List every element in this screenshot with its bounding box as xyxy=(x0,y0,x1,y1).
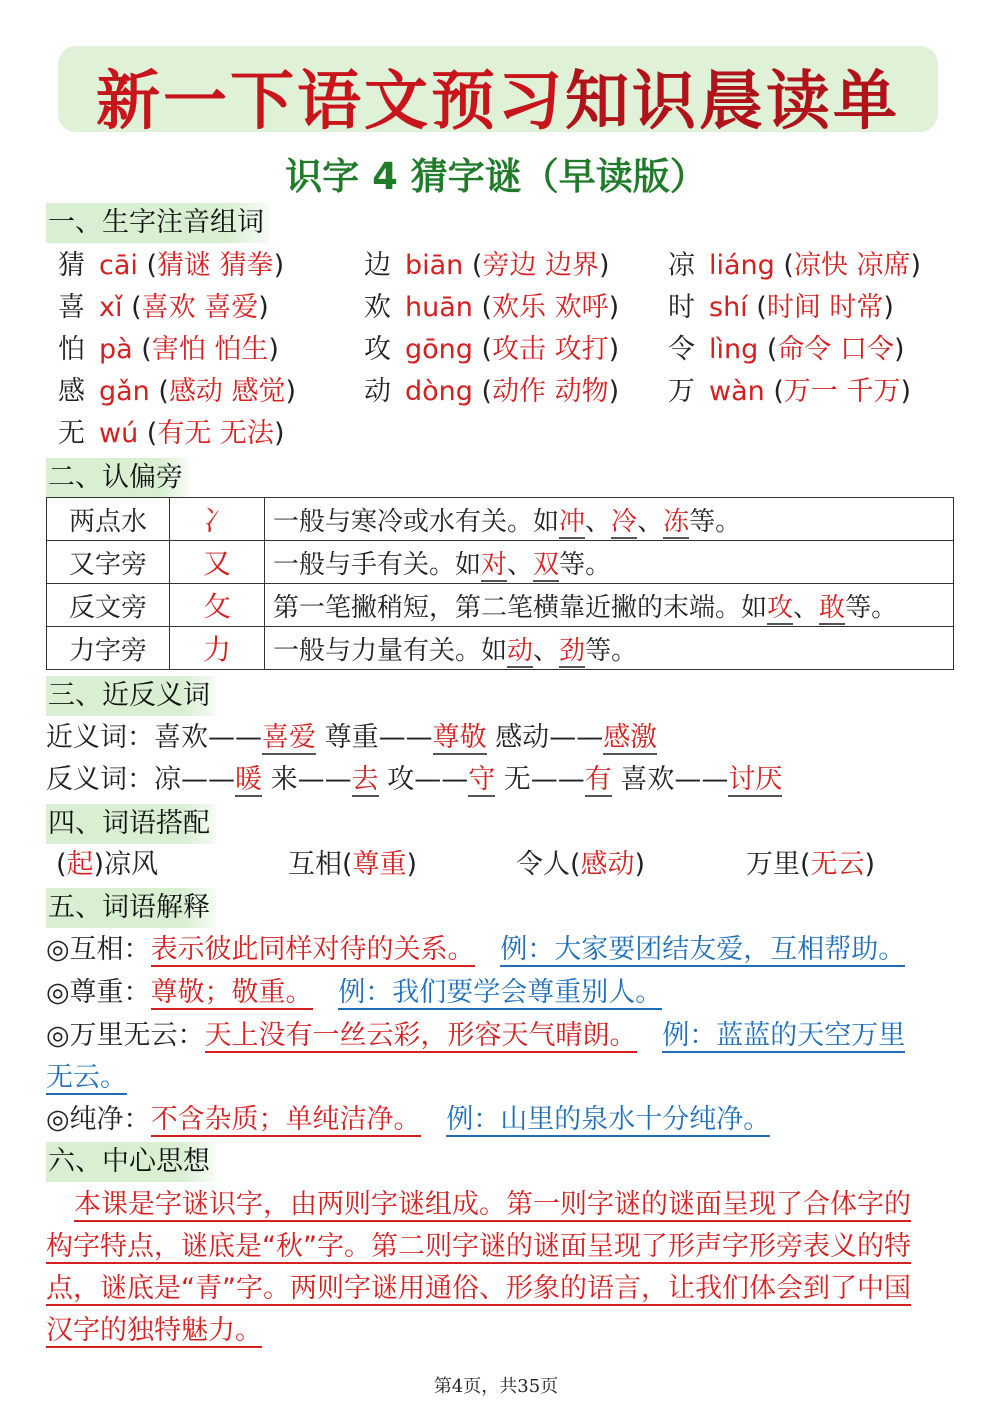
answer-word: 感激 xyxy=(603,722,658,753)
spacer xyxy=(463,250,472,281)
paren: ) xyxy=(273,418,285,449)
radical-glyph: 又 xyxy=(170,541,265,584)
paren: ) xyxy=(608,292,620,323)
spacer xyxy=(421,1104,447,1135)
meaning: 表示彼此同样对待的关系。 xyxy=(150,934,475,965)
separator: 、 xyxy=(793,592,820,623)
words: 猜谜 猜拳 xyxy=(157,250,274,281)
meaning: 尊敬；敬重。 xyxy=(150,977,313,1008)
section-heading-1: 一、生字注音组词 xyxy=(46,203,270,243)
radical-desc xyxy=(265,541,954,584)
separator: 、 xyxy=(507,549,534,580)
page-title: 新一下语文预习知识晨读单 xyxy=(96,64,900,139)
example: 例：山里的泉水十分纯净。 xyxy=(446,1104,771,1135)
pinyin: biān xyxy=(405,250,464,281)
answer-word: 尊敬 xyxy=(432,722,487,753)
dash: —— xyxy=(378,722,433,753)
text: 万里( xyxy=(746,849,811,880)
dash: —— xyxy=(674,764,729,795)
pinyin: cāi xyxy=(99,250,138,281)
radical-name: 两点水 xyxy=(47,498,170,541)
paragraph-text: 本课是字谜识字，由两则字谜组成。第一则字谜的谜面呈现了合体字的 xyxy=(74,1189,911,1220)
example: 例：大家要团结友爱，互相帮助。 xyxy=(500,934,906,965)
word: 来 xyxy=(270,764,298,795)
text: ) xyxy=(406,849,418,880)
spacer xyxy=(748,292,757,323)
char: 凉 xyxy=(668,250,695,281)
paren: ( xyxy=(481,334,493,365)
fill-word: 尊重 xyxy=(352,849,407,880)
example-char: 冲 xyxy=(559,506,586,537)
spacer xyxy=(487,722,496,753)
pinyin: wàn xyxy=(709,376,765,407)
text: 令人( xyxy=(516,849,581,880)
desc-text: 第一笔撇稍短，第二笔横靠近撇的末端。如 xyxy=(273,592,768,623)
section-heading-4: 四、词语搭配 xyxy=(46,804,216,844)
desc-text: 等。 xyxy=(585,635,638,666)
example-char: 动 xyxy=(507,635,534,666)
term: ◎互相： xyxy=(46,934,151,965)
paren: ( xyxy=(756,292,767,323)
example-char: 双 xyxy=(533,549,560,580)
words: 动作 动物 xyxy=(492,376,609,407)
words: 攻击 攻打 xyxy=(492,334,609,365)
spacer xyxy=(379,764,388,795)
dash: —— xyxy=(297,764,352,795)
radicals-table xyxy=(46,497,954,670)
collocation-item xyxy=(516,845,645,885)
example-char: 劲 xyxy=(559,635,586,666)
example-char: 冻 xyxy=(663,506,690,537)
paren: ) xyxy=(285,376,297,407)
explanation-item xyxy=(46,930,905,970)
section-heading-3: 三、近反义词 xyxy=(46,676,216,716)
explanation-item xyxy=(46,1016,905,1056)
pinyin: lìng xyxy=(709,334,759,365)
char-entry xyxy=(58,246,284,286)
char-entry xyxy=(364,246,610,286)
section-heading-5: 五、词语解释 xyxy=(46,888,216,928)
paren: ( xyxy=(481,292,493,323)
radical-desc xyxy=(265,584,954,627)
pinyin: gǎn xyxy=(99,376,150,407)
section-heading-6: 六、中心思想 xyxy=(46,1142,216,1182)
section-heading-2: 二、认偏旁 xyxy=(46,458,189,498)
pinyin: dòng xyxy=(405,376,473,407)
paren: ( xyxy=(131,292,142,323)
paragraph-line xyxy=(46,1226,946,1268)
char-entry xyxy=(668,288,894,328)
char: 时 xyxy=(668,292,695,323)
dash: —— xyxy=(181,764,235,795)
paren: ( xyxy=(766,334,778,365)
paren: ) xyxy=(273,250,285,281)
char-entry xyxy=(364,372,619,412)
paren: ( xyxy=(481,376,493,407)
word: 喜欢 xyxy=(154,722,208,753)
radical-desc xyxy=(265,627,954,670)
answer-word: 去 xyxy=(351,764,379,795)
word: 尊重 xyxy=(324,722,379,753)
desc-text: 等。 xyxy=(845,592,898,623)
explanation-item xyxy=(46,1100,770,1140)
separator: 、 xyxy=(533,635,560,666)
desc-text: 一般与寒冷或水有关。如 xyxy=(273,506,560,537)
explanation-item xyxy=(46,973,662,1013)
spacer xyxy=(138,418,147,449)
answer-word: 守 xyxy=(468,764,496,795)
radical-name: 力字旁 xyxy=(47,627,170,670)
pinyin: liáng xyxy=(709,250,775,281)
paren: ( xyxy=(471,250,483,281)
word: 喜欢 xyxy=(620,764,675,795)
radical-glyph: 力 xyxy=(170,627,265,670)
radical-desc xyxy=(265,498,954,541)
pinyin: xǐ xyxy=(99,292,123,323)
char: 动 xyxy=(364,376,391,407)
paragraph-text: 构字特点，谜底是“秋”字。第二则字谜的谜面呈现了形声字形旁表义的特 xyxy=(46,1231,911,1262)
spacer xyxy=(473,334,482,365)
pinyin: gōng xyxy=(405,334,473,365)
word: 无 xyxy=(503,764,531,795)
words: 万一 千万 xyxy=(783,376,901,407)
spacer xyxy=(122,292,131,323)
separator: 、 xyxy=(637,506,664,537)
char-entry xyxy=(364,288,619,328)
words: 害怕 怕生 xyxy=(151,334,269,365)
paren: ) xyxy=(268,334,279,365)
paragraph-text: 点，谜底是“青”字。两则字谜用通俗、形象的语言，让我们体会到了中国 xyxy=(46,1273,911,1304)
char-entry xyxy=(668,330,905,370)
pinyin: pà xyxy=(99,334,133,365)
char: 喜 xyxy=(58,292,85,323)
spacer xyxy=(262,764,271,795)
answer-word: 喜爱 xyxy=(262,722,316,753)
row-label: 近义词： xyxy=(46,722,154,753)
lesson-subtitle: 识字 4 猜字谜（早读版） xyxy=(285,155,707,198)
paren: ) xyxy=(608,376,620,407)
paragraph-line xyxy=(46,1184,946,1226)
meaning: 不含杂质；单纯洁净。 xyxy=(150,1104,421,1135)
char: 万 xyxy=(668,376,695,407)
paragraph-text: 汉字的独特魅力。 xyxy=(46,1315,262,1346)
dash: —— xyxy=(530,764,585,795)
paren: ( xyxy=(773,376,784,407)
words: 有无 无法 xyxy=(157,418,274,449)
example-char: 对 xyxy=(481,549,508,580)
example: 例：我们要学会尊重别人。 xyxy=(338,977,663,1008)
fill-word: 无云 xyxy=(810,849,865,880)
text: ( xyxy=(56,849,67,880)
words: 凉快 凉席 xyxy=(793,250,911,281)
example-char: 敢 xyxy=(819,592,846,623)
antonyms-row xyxy=(46,760,782,800)
dash: —— xyxy=(549,722,604,753)
desc-text: 一般与手有关。如 xyxy=(273,549,482,580)
words: 旁边 边界 xyxy=(482,250,600,281)
dash: —— xyxy=(414,764,469,795)
collocation-item xyxy=(746,845,875,885)
text: )凉风 xyxy=(93,849,159,880)
paren: ) xyxy=(258,292,269,323)
spacer xyxy=(758,334,767,365)
text: 互相( xyxy=(288,849,353,880)
synonyms-row xyxy=(46,718,657,758)
explanation-continuation xyxy=(46,1058,127,1098)
spacer xyxy=(475,934,501,965)
fill-word: 感动 xyxy=(580,849,635,880)
paren: ( xyxy=(146,250,158,281)
char-entry xyxy=(364,330,619,370)
pinyin: shí xyxy=(709,292,748,323)
paren: ( xyxy=(158,376,169,407)
desc-text: 等。 xyxy=(689,506,742,537)
paren: ) xyxy=(894,334,905,365)
char-entry xyxy=(58,414,284,454)
example-char: 攻 xyxy=(767,592,794,623)
paragraph-line xyxy=(46,1310,946,1352)
paren: ) xyxy=(599,250,610,281)
separator: 、 xyxy=(585,506,612,537)
desc-text: 一般与力量有关。如 xyxy=(273,635,508,666)
dash: —— xyxy=(208,722,262,753)
spacer xyxy=(133,334,142,365)
char-entry xyxy=(668,246,921,286)
words: 喜欢 喜爱 xyxy=(141,292,259,323)
answer-word: 暖 xyxy=(235,764,262,795)
desc-text: 等。 xyxy=(559,549,612,580)
collocation-item xyxy=(288,845,417,885)
example-char: 冷 xyxy=(611,506,638,537)
char: 攻 xyxy=(364,334,391,365)
radical-name: 反文旁 xyxy=(47,584,170,627)
char-entry xyxy=(58,288,269,328)
answer-word: 讨厌 xyxy=(728,764,783,795)
char: 令 xyxy=(668,334,695,365)
radical-row xyxy=(47,541,954,584)
example: 例：蓝蓝的天空万里 xyxy=(662,1020,906,1051)
radical-row xyxy=(47,584,954,627)
radical-row xyxy=(47,627,954,670)
term: ◎纯净： xyxy=(46,1104,151,1135)
char: 猜 xyxy=(58,250,85,281)
char: 感 xyxy=(58,376,85,407)
term: ◎尊重： xyxy=(46,977,151,1008)
text: ) xyxy=(864,849,876,880)
word: 凉 xyxy=(154,764,181,795)
char: 怕 xyxy=(58,334,85,365)
main-idea-paragraph xyxy=(46,1184,946,1352)
pinyin: huān xyxy=(405,292,473,323)
spacer xyxy=(316,722,325,753)
row-label: 反义词： xyxy=(46,764,154,795)
words: 时间 时常 xyxy=(766,292,884,323)
paren: ) xyxy=(608,334,620,365)
fill-word: 起 xyxy=(66,849,94,880)
text: ) xyxy=(634,849,646,880)
spacer xyxy=(138,250,147,281)
collocation-item xyxy=(56,845,158,885)
paren: ( xyxy=(783,250,794,281)
paren: ( xyxy=(141,334,152,365)
char: 边 xyxy=(364,250,391,281)
spacer xyxy=(473,376,482,407)
paren: ( xyxy=(146,418,158,449)
radical-name: 又字旁 xyxy=(47,541,170,584)
char-entry xyxy=(58,330,279,370)
char: 欢 xyxy=(364,292,391,323)
spacer xyxy=(637,1020,663,1051)
page-footer: 第4页，共35页 xyxy=(433,1376,559,1397)
radical-glyph: 攵 xyxy=(170,584,265,627)
meaning: 天上没有一丝云彩，形容天气晴朗。 xyxy=(204,1020,637,1051)
spacer xyxy=(495,764,504,795)
paragraph-line xyxy=(46,1268,946,1310)
word: 攻 xyxy=(387,764,415,795)
paren: ) xyxy=(900,376,912,407)
char-entry xyxy=(58,372,296,412)
pinyin: wú xyxy=(99,418,139,449)
term: ◎万里无云： xyxy=(46,1020,205,1051)
spacer xyxy=(313,977,339,1008)
char-entry xyxy=(668,372,911,412)
words: 命令 口令 xyxy=(777,334,894,365)
answer-word: 有 xyxy=(584,764,612,795)
paren: ) xyxy=(883,292,894,323)
words: 感动 感觉 xyxy=(168,376,286,407)
example: 无云。 xyxy=(46,1062,127,1093)
words: 欢乐 欢呼 xyxy=(492,292,609,323)
radical-glyph: 冫 xyxy=(170,498,265,541)
paren: ) xyxy=(910,250,922,281)
word: 感动 xyxy=(495,722,550,753)
radical-row xyxy=(47,498,954,541)
char: 无 xyxy=(58,418,85,449)
